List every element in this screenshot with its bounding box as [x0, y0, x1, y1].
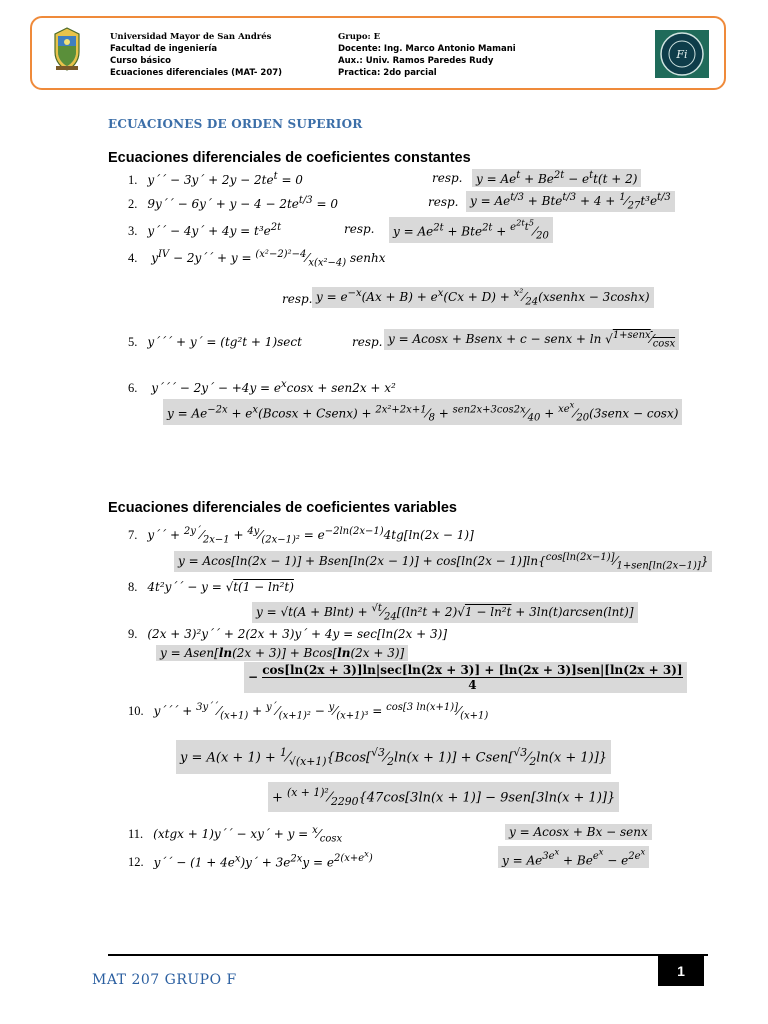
header-left-info	[110, 31, 282, 79]
equation-4: 4. $y^{IV}$ − 2y´´ + $y = ^{(x^2-2)^2-4}⁄_{x(x^2-4)}$ senhx	[128, 249, 386, 269]
answer-8: $y = √t(A + Blnt) + ^{√t}⁄_{24}[(\ln^2t + 2)√1 - \ln^2t$ + 3ln(t)arcsen(lnt)]	[252, 602, 638, 623]
equation-9: 9. (2x + 3)²y´´ + 2(2x + 3)y´ + 4y = sec[ln(2x + 3)]	[128, 627, 448, 641]
resp-label-3: resp.	[344, 222, 375, 236]
course-name: Curso básico	[110, 56, 172, 66]
equation-11: 11. (xtgx + 1)y´´ − xy´ + $y = ^x⁄_{cosx}$	[128, 825, 343, 845]
answer-11: y = Acosx + Bx − senx	[505, 824, 652, 840]
answer-2: $y = Ae^{t/3} + Bte^{t/3} + 4$ + $^1⁄_{27}t^3e^{t/3}$	[466, 191, 675, 212]
equation-8: 8. 4t²y´´ − y = √t(1 − ln²t)	[128, 580, 294, 594]
equation-6: 6. y´´´ − 2y´ − $+4y = e^x\cos x + sen2x + x^2$	[128, 379, 396, 395]
faculty-circle-logo	[655, 30, 709, 78]
answer-12: $y = Ae^{3e^x} + Be^{e^x} - e^{2e^x}$	[498, 846, 649, 868]
answer-7: y = Acos[ln(2x − 1)] + Bsen[ln(2x − $1)] + \cos[\ln(2x - 1)]\ln\{^{cos[ln(2x-1)]}⁄_{1+sen[ln(2x-1)]}\}$	[174, 551, 712, 572]
group-label: Grupo: E	[338, 32, 381, 42]
equation-1: 1. y´´ − 3y´ + $2y - 2te^t = 0$	[128, 171, 303, 187]
answer-4: $y = e^{-x}(Ax + B) + e^x(Cx + D)$ + $^{x^2}⁄_{24}(xsenhx - 3\cosh x)$	[312, 287, 654, 308]
section-title: ECUACIONES DE ORDEN SUPERIOR	[108, 117, 363, 131]
resp-label-4: resp.	[282, 292, 313, 306]
page-number: 1	[658, 956, 704, 986]
teacher-label: Docente: Ing. Marco Antonio Mamani	[338, 44, 516, 54]
equation-2: 2. 9y´´ − 6y´ + $y - 4 - 2te^{t/3} = 0$	[128, 195, 338, 211]
equation-7: 7. y´´ + $^{2y´}⁄_{2x-1}$ + $^{4y}⁄_{(2x-1)^2} = e^{-2ln(2x-1)}4tg[\ln(2x - 1)]$	[128, 526, 474, 546]
svg-text:Fi: Fi	[676, 48, 688, 61]
equation-12: 12. y´´ − $(1 + 4e^x)y´ + 3e^{2x}y = e^{2(x+e^x)}$	[128, 849, 373, 870]
resp-label-2: resp.	[428, 195, 459, 209]
university-shield-logo	[52, 26, 82, 72]
subhead-constant-coefficients: Ecuaciones diferenciales de coeficientes constantes	[108, 150, 471, 166]
resp-label-1: resp.	[432, 171, 463, 185]
answer-10b: + $^{(x + 1)^2}⁄_{2290}\{47\cos[3\ln(x + 1)] - 9sen[3\ln(x + 1)]\}$	[268, 782, 619, 812]
answer-6: $y = Ae^{-2x} + e^x(Bcosx$ + Csenx) + $^{2x^2+2x+1}⁄_8$ + $^{sen2x+3cos2x}⁄_{40}$ + $^{xe^x}⁄_{20}(3senx - \cos x)$	[163, 399, 682, 425]
equation-5: 5. y´´´ + y´ = (tg²t + 1)sect	[128, 335, 302, 349]
answer-9a: y = Asen[ln(2x + 3)] + Bcos[ln(2x + 3)]	[156, 645, 408, 661]
equation-10: 10. y´´´ + $^{3y´´}⁄_{(x+1)}$ + $^{y´}⁄_{(x+1)^2}$ − $^y⁄_{(x+1)^3}$ = $^{cos[3 ln(x+1)]}⁄_{(x+1)}$	[128, 702, 489, 722]
answer-9b: − cos[ln(2x + 3)]ln|sec[ln(2x + 3)] + [ln(2x + 3)]sen|[ln(2x + 3)] 4	[244, 662, 687, 693]
header-right-info	[338, 31, 516, 79]
answer-1: $y = Ae^t + Be^{2t} - e^tt(t + 2)$	[472, 169, 641, 187]
practice-label: Practica: 2do parcial	[338, 68, 437, 78]
resp-label-5: resp.	[352, 335, 383, 349]
subhead-variable-coefficients: Ecuaciones diferenciales de coeficientes variables	[108, 500, 457, 516]
equation-3: 3. y´´ − 4y´ + $4y = t^3e^{2t}$	[128, 222, 282, 238]
answer-3: $y = Ae^{2t} + Bte^{2t}$ + $^{e^{2t}t^5}⁄_{20}$	[389, 217, 553, 243]
answer-10a: $y = A(x + 1) + ^1⁄_{√(x+1)}\{Bcos[^{√3}⁄_2\ln(x + 1)]$ + $Csen[^{√3}⁄_2\ln(x + 1)]$}	[176, 740, 611, 774]
subject-name: Ecuaciones diferenciales (MAT- 207)	[110, 68, 283, 78]
footer-divider	[108, 954, 708, 956]
answer-5: y = Acosx + Bsenx + c − senx + $\ln √^{1+senx}⁄_{cosx}$	[384, 329, 679, 350]
university-name: Universidad Mayor de San Andrés	[110, 32, 272, 42]
aux-label: Aux.: Univ. Ramos Paredes Rudy	[338, 56, 494, 66]
footer-course-group: MAT 207 GRUPO F	[92, 972, 237, 988]
faculty-name: Facultad de ingeniería	[110, 44, 218, 54]
